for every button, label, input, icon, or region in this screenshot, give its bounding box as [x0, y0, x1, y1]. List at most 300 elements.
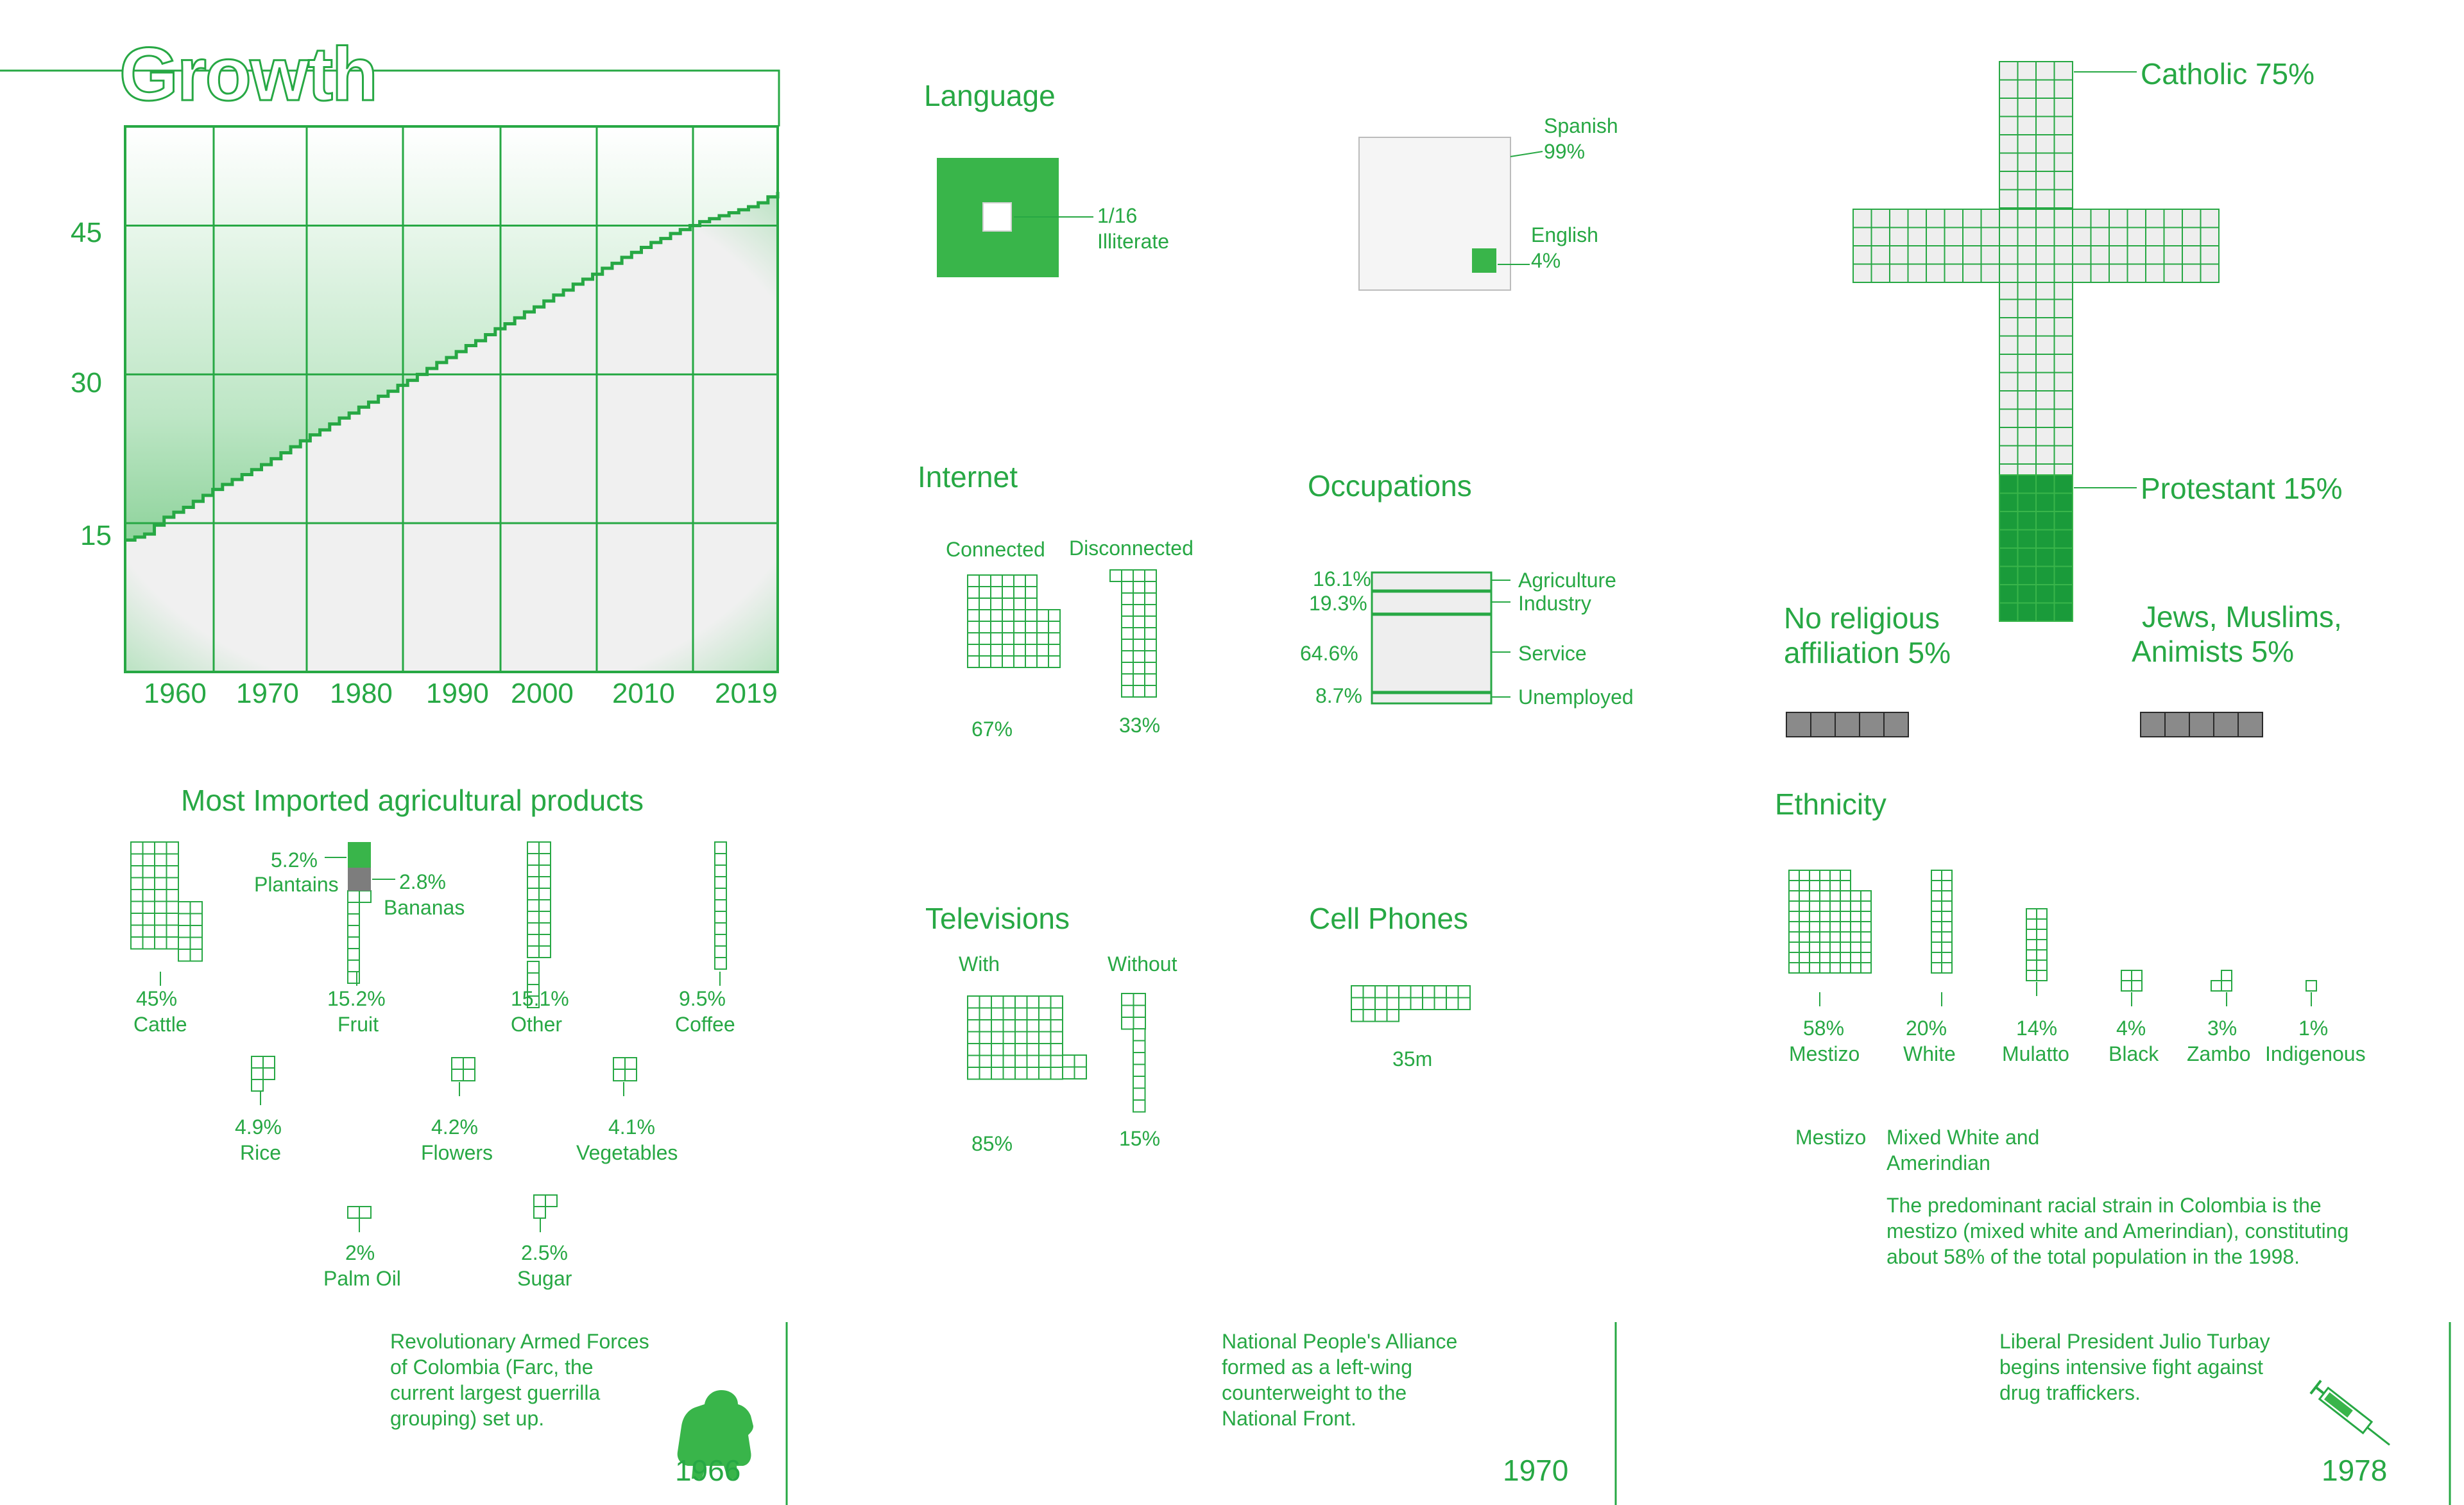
cell	[1999, 603, 2018, 622]
cell	[1789, 963, 1799, 973]
ethnicity-note: The predominant racial strain in Colombia is the mestizo (mixed white and Amerindian), constituting about 58% of the total population in the 1998.	[1887, 1194, 2349, 1268]
x-tick-label: 2010	[612, 678, 675, 709]
cell	[613, 1058, 625, 1069]
cell	[2055, 446, 2073, 465]
cell	[359, 891, 371, 902]
cell	[2018, 190, 2037, 209]
mestizo-grid	[1789, 870, 1851, 973]
cell	[1014, 656, 1025, 667]
cell	[1799, 963, 1810, 973]
illiterate-label: Illiterate	[1097, 230, 1170, 253]
cell	[1015, 1044, 1027, 1056]
connected-grid	[968, 575, 1037, 667]
cell	[1890, 228, 1908, 246]
cell	[1025, 644, 1037, 656]
cell	[1014, 644, 1025, 656]
cell	[1840, 963, 1851, 973]
language-title: Language	[924, 79, 1056, 112]
cell	[1851, 942, 1861, 952]
cell	[539, 854, 551, 865]
cell	[2037, 919, 2047, 929]
cell	[1931, 881, 1942, 891]
cell	[2037, 909, 2047, 919]
cell	[2036, 300, 2055, 318]
cell	[1942, 963, 1952, 973]
cell	[1134, 1017, 1146, 1029]
imports-title: Most Imported agricultural products	[181, 784, 644, 817]
connected-label: Connected	[946, 538, 1045, 561]
cell	[1999, 153, 2018, 172]
x-tick-label: 1990	[426, 678, 489, 709]
cell	[1799, 932, 1810, 942]
syringe-plunger	[2316, 1387, 2324, 1393]
cell	[1027, 1056, 1040, 1068]
cell	[2055, 373, 2073, 391]
cell	[1002, 598, 1014, 610]
televisions-title: Televisions	[925, 902, 1070, 935]
cell	[2036, 475, 2055, 494]
cell	[1872, 246, 1890, 264]
cell	[1908, 228, 1927, 246]
cell	[191, 902, 203, 914]
cell	[2036, 135, 2055, 153]
cell	[1835, 712, 1860, 737]
cell	[1387, 1010, 1399, 1022]
cell	[155, 902, 167, 914]
cell	[1351, 1010, 1364, 1022]
cell	[2036, 281, 2055, 300]
cell	[1926, 264, 1945, 283]
cell	[2073, 246, 2091, 264]
cell	[1981, 264, 2000, 283]
cell	[1375, 998, 1387, 1010]
cell	[143, 937, 155, 949]
cell	[1810, 870, 1820, 881]
cell	[2018, 153, 2037, 172]
cell	[539, 934, 551, 946]
cell	[1075, 1067, 1087, 1079]
cell	[1890, 264, 1908, 283]
cell	[1351, 986, 1364, 998]
cell	[1122, 651, 1133, 662]
mestizo-pct: 58%	[1803, 1017, 1845, 1040]
cell	[1002, 610, 1014, 621]
cell	[1039, 1008, 1051, 1020]
cell	[1861, 911, 1871, 922]
cell	[1014, 587, 1025, 598]
cell	[1037, 621, 1048, 633]
cell	[991, 621, 1002, 633]
cell	[1999, 530, 2018, 549]
other-religion-cells	[2141, 712, 2263, 737]
cell	[1789, 870, 1799, 881]
cell	[155, 937, 167, 949]
cell	[715, 923, 726, 934]
cell	[1786, 712, 1811, 737]
cell	[1145, 662, 1156, 674]
cell	[1861, 963, 1871, 973]
cell	[2201, 246, 2220, 264]
cell	[2018, 427, 2037, 446]
cell	[252, 1068, 263, 1079]
other-religion-line1: Jews, Muslims,	[2142, 600, 2342, 633]
cell	[1145, 581, 1156, 593]
cell	[1945, 228, 1964, 246]
rice-pct: 4.9%	[235, 1115, 282, 1139]
y-tick-label: 45	[71, 217, 102, 248]
cell	[252, 1056, 263, 1068]
cell	[1926, 246, 1945, 264]
rice-grid-tail	[252, 1079, 263, 1091]
cell	[2146, 228, 2164, 246]
cell	[2036, 209, 2055, 228]
cell	[1861, 932, 1871, 942]
cell	[155, 890, 167, 902]
cell	[1945, 209, 1964, 228]
fruit-grid-top	[348, 891, 371, 902]
cell	[1014, 610, 1025, 621]
cell	[1799, 881, 1810, 891]
cell	[2055, 567, 2073, 585]
cell	[167, 878, 179, 890]
cell	[1048, 633, 1060, 644]
cell	[2055, 80, 2073, 99]
cell	[1789, 922, 1799, 932]
cell	[2055, 603, 2073, 622]
black-label: Black	[2109, 1042, 2159, 1065]
x-tick-label: 1960	[144, 678, 207, 709]
cell	[2055, 336, 2073, 355]
cell	[1133, 685, 1145, 697]
cell	[1002, 633, 1014, 644]
cell	[1810, 881, 1820, 891]
cell	[131, 902, 143, 914]
cell	[539, 842, 551, 854]
cell	[1999, 475, 2018, 494]
cell	[2036, 246, 2055, 264]
cell	[1048, 656, 1060, 667]
cell	[1999, 585, 2018, 603]
cell	[1133, 616, 1145, 628]
cell	[1789, 942, 1799, 952]
timeline-text-1970: National People's Alliance formed as a left-wing counterweight to the National Front.	[1222, 1330, 1458, 1430]
cell	[155, 866, 167, 878]
indigenous-grid	[2306, 981, 2316, 991]
cell	[1789, 932, 1799, 942]
cell	[991, 1056, 1004, 1068]
plantains-label: Plantains	[254, 873, 339, 896]
cell	[1981, 228, 2000, 246]
cell	[1945, 264, 1964, 283]
cell	[2091, 264, 2110, 283]
cell	[2037, 950, 2047, 960]
cell	[527, 946, 539, 958]
cell	[2018, 354, 2037, 373]
cell	[2128, 228, 2146, 246]
cell	[2055, 354, 2073, 373]
agriculture-bar	[1372, 572, 1491, 590]
cell	[1999, 409, 2018, 428]
y-tick-label: 30	[71, 367, 102, 399]
cell	[1015, 1020, 1027, 1032]
cell	[1075, 1055, 1087, 1067]
sugar-grid-tail	[534, 1207, 545, 1218]
cell	[155, 878, 167, 890]
cell	[1963, 209, 1981, 228]
cell	[968, 598, 979, 610]
english-label: English	[1531, 223, 1598, 246]
other-label: Other	[511, 1013, 563, 1036]
cell	[2018, 512, 2037, 530]
cell	[1122, 685, 1133, 697]
cell	[1820, 901, 1830, 911]
cell	[2165, 712, 2189, 737]
cell	[1122, 628, 1133, 639]
cell	[980, 1067, 992, 1079]
illiterate-inner	[983, 203, 1011, 231]
cell	[991, 1020, 1004, 1032]
cell	[613, 1069, 625, 1081]
cell	[2036, 512, 2055, 530]
cell	[1851, 891, 1861, 901]
cell	[2214, 712, 2238, 737]
cell	[1015, 1008, 1027, 1020]
cell	[1133, 1065, 1145, 1077]
cell	[1999, 80, 2018, 99]
cell	[167, 842, 179, 854]
cell	[1963, 228, 1981, 246]
cell	[2055, 427, 2073, 446]
cell	[1387, 998, 1399, 1010]
cell	[1999, 190, 2018, 209]
cell	[1931, 870, 1942, 881]
cell	[1133, 1100, 1145, 1112]
vegetables-grid	[613, 1058, 637, 1081]
cell	[2146, 264, 2164, 283]
cell	[1051, 1056, 1063, 1068]
cell	[1037, 610, 1048, 621]
cell	[2018, 171, 2037, 190]
cell	[1963, 246, 1981, 264]
cell	[2091, 209, 2110, 228]
cell	[1133, 570, 1145, 581]
cell	[463, 1058, 475, 1069]
cell	[2037, 929, 2047, 940]
with-tv-grid-tail	[1063, 1055, 1086, 1079]
cell	[191, 914, 203, 926]
cell	[1942, 942, 1952, 952]
industry-pct: 19.3%	[1309, 592, 1367, 615]
english-pct: 4%	[1531, 249, 1561, 272]
cell	[2036, 336, 2055, 355]
cell	[2026, 970, 2037, 981]
cell	[1861, 901, 1871, 911]
cell	[1931, 952, 1942, 963]
cell	[1364, 1010, 1376, 1022]
cell	[1840, 870, 1851, 881]
cell	[1048, 644, 1060, 656]
cell	[1435, 998, 1447, 1010]
cell	[1942, 952, 1952, 963]
cell	[2037, 940, 2047, 950]
with-label: With	[959, 952, 1000, 976]
timeline-year-1970: 1970	[1503, 1454, 1569, 1487]
without-pct: 15%	[1119, 1127, 1161, 1150]
unemployed-bar	[1372, 693, 1491, 703]
cell	[1861, 922, 1871, 932]
cell	[991, 1008, 1004, 1020]
cell	[1025, 656, 1037, 667]
cell	[1851, 911, 1861, 922]
cell	[191, 925, 203, 938]
palm-oil-label: Palm Oil	[323, 1267, 401, 1290]
vegetables-pct: 4.1%	[608, 1115, 655, 1139]
cell	[1122, 662, 1133, 674]
cell	[1063, 1055, 1075, 1067]
cell	[1025, 610, 1037, 621]
cell	[1789, 911, 1799, 922]
cell	[1981, 209, 2000, 228]
internet-title: Internet	[918, 460, 1018, 494]
syringe-icon	[2311, 1380, 2395, 1451]
vegetables-label: Vegetables	[576, 1141, 678, 1164]
cell	[2221, 970, 2232, 981]
cell	[1860, 712, 1884, 737]
cell	[2091, 228, 2110, 246]
no-religion-line1: No religious	[1784, 601, 1940, 635]
cell	[1051, 1020, 1063, 1032]
cell	[1931, 922, 1942, 932]
cell	[1004, 1044, 1016, 1056]
industry-bar	[1372, 592, 1491, 614]
cell	[1423, 986, 1435, 998]
cell	[2201, 264, 2220, 283]
cell	[1799, 901, 1810, 911]
cell	[968, 1044, 980, 1056]
cell	[2018, 117, 2037, 135]
cell	[968, 996, 980, 1008]
catholic-label: Catholic 75%	[2141, 57, 2315, 90]
cell	[1364, 986, 1376, 998]
cell	[2036, 530, 2055, 549]
cell	[1999, 135, 2018, 153]
cell	[1931, 891, 1942, 901]
cell	[131, 842, 143, 854]
cell	[1051, 996, 1063, 1008]
cell	[715, 934, 726, 946]
cell	[1002, 587, 1014, 598]
cell	[1942, 901, 1952, 911]
black-pct: 4%	[2116, 1017, 2146, 1040]
cell	[1004, 1032, 1016, 1044]
cell	[991, 575, 1002, 587]
cell	[1810, 963, 1820, 973]
cell	[2036, 354, 2055, 373]
cell	[1039, 1067, 1051, 1079]
white-pct: 20%	[1906, 1017, 1947, 1040]
cell	[1999, 171, 2018, 190]
cell	[1853, 246, 1872, 264]
cell	[991, 1067, 1004, 1079]
cell	[1861, 942, 1871, 952]
cell	[155, 842, 167, 854]
zambo-pct: 3%	[2207, 1017, 2237, 1040]
cell	[1820, 911, 1830, 922]
agriculture-label: Agriculture	[1518, 569, 1616, 592]
cell	[191, 938, 203, 950]
cell	[2036, 190, 2055, 209]
fruit-pct: 15.2%	[327, 987, 386, 1010]
cell	[1014, 633, 1025, 644]
cell	[968, 1020, 980, 1032]
cell	[1853, 264, 1872, 283]
cell	[1025, 633, 1037, 644]
cell	[1004, 1008, 1016, 1020]
timeline-year-1966: 1966	[675, 1454, 741, 1487]
cell	[715, 958, 726, 969]
cell	[2055, 190, 2073, 209]
cell	[2036, 548, 2055, 567]
cell	[527, 973, 539, 985]
cell	[968, 644, 979, 656]
cell	[2018, 494, 2037, 512]
cell	[1942, 911, 1952, 922]
definition-text-1: Mixed White and	[1887, 1126, 2040, 1149]
cell	[2036, 80, 2055, 99]
cell	[1810, 922, 1820, 932]
cell	[2026, 960, 2037, 970]
cell	[1048, 621, 1060, 633]
timeline-year-1978: 1978	[2322, 1454, 2388, 1487]
unemployed-label: Unemployed	[1518, 685, 1634, 709]
cell	[178, 914, 191, 926]
without-label: Without	[1108, 952, 1177, 976]
mulatto-label: Mulatto	[2002, 1042, 2069, 1065]
cell	[2073, 228, 2091, 246]
no-religion-cells	[1786, 712, 1908, 737]
cell	[1122, 993, 1134, 1006]
cell	[979, 598, 991, 610]
cell	[2164, 228, 2183, 246]
cell	[1145, 685, 1156, 697]
cell	[2036, 62, 2055, 80]
cell	[2055, 209, 2073, 228]
cell	[1446, 998, 1459, 1010]
cell	[2055, 281, 2073, 300]
x-tick-label: 2019	[715, 678, 778, 709]
cell	[348, 972, 359, 983]
cell	[1999, 228, 2018, 246]
cell	[715, 854, 726, 865]
cell	[1459, 998, 1471, 1010]
catholic-cross-vertical	[1999, 62, 2073, 537]
english-cells	[1472, 248, 1496, 273]
cell	[1459, 986, 1471, 998]
x-tick-label: 1970	[236, 678, 299, 709]
cell	[1884, 712, 1908, 737]
cell	[991, 1032, 1004, 1044]
plantains-cells	[348, 842, 371, 868]
cell	[1840, 942, 1851, 952]
cell	[1999, 209, 2018, 228]
cell	[1789, 901, 1799, 911]
cell	[2018, 228, 2037, 246]
cell	[1820, 870, 1830, 881]
cell	[2164, 209, 2183, 228]
cell	[2128, 209, 2146, 228]
cell	[1799, 911, 1810, 922]
cell	[1002, 656, 1014, 667]
